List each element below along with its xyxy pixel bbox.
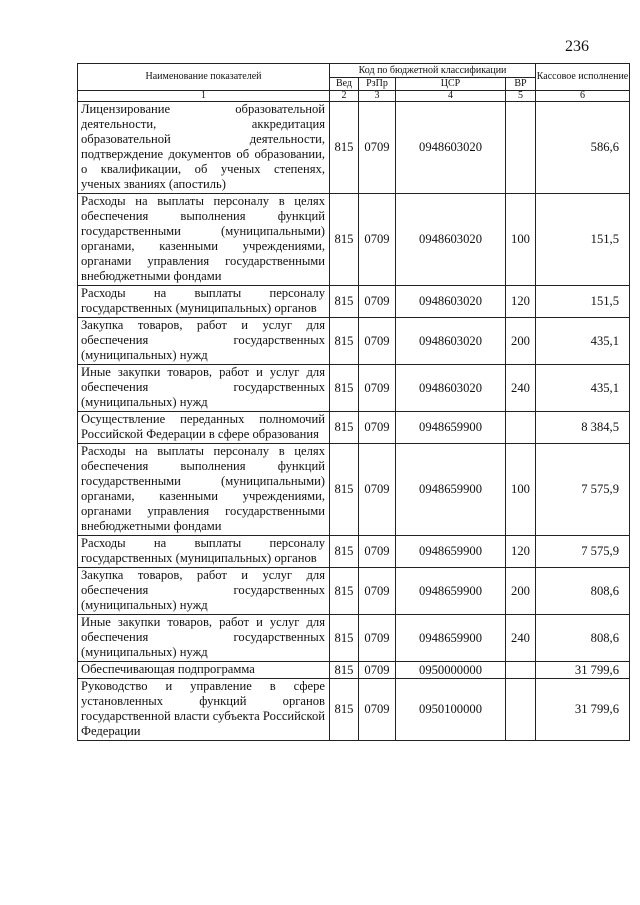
row-name: Лицензирование образовательной деятельности, аккредитация образовательной деятельности, подтверждение документов об образовании, о квалификации, об ученых степенях, ученых званиях (апостиль) — [78, 102, 330, 194]
row-ved: 815 — [330, 568, 359, 615]
budget-table — [77, 63, 630, 741]
row-csr: 0948603020 — [396, 365, 506, 412]
row-rzpr: 0709 — [359, 536, 396, 568]
row-ved: 815 — [330, 102, 359, 194]
row-ved: 815 — [330, 615, 359, 662]
row-vr: 120 — [506, 286, 536, 318]
table-row — [78, 679, 630, 741]
row-vr — [506, 662, 536, 679]
table-row — [78, 568, 630, 615]
header-vr: ВР — [506, 78, 536, 91]
row-ved: 815 — [330, 536, 359, 568]
row-rzpr: 0709 — [359, 318, 396, 365]
row-name: Расходы на выплаты персоналу в целях обеспечения выполнения функций государственными (муниципальными) органами, казенными учреждениями, органами управления государственными внебюджетными фондами — [78, 194, 330, 286]
row-vr: 120 — [506, 536, 536, 568]
row-name: Иные закупки товаров, работ и услуг для обеспечения государственных (муниципальных) нужд — [78, 615, 330, 662]
row-amount: 31 799,6 — [536, 679, 630, 741]
row-name: Расходы на выплаты персоналу государственных (муниципальных) органов — [78, 286, 330, 318]
row-vr: 200 — [506, 318, 536, 365]
row-name: Иные закупки товаров, работ и услуг для обеспечения государственных (муниципальных) нужд — [78, 365, 330, 412]
row-csr: 0948603020 — [396, 194, 506, 286]
row-rzpr: 0709 — [359, 102, 396, 194]
row-rzpr: 0709 — [359, 679, 396, 741]
row-amount: 435,1 — [536, 365, 630, 412]
row-amount: 586,6 — [536, 102, 630, 194]
col-number: 1 — [78, 91, 330, 102]
row-amount: 151,5 — [536, 286, 630, 318]
row-amount: 808,6 — [536, 568, 630, 615]
row-vr — [506, 679, 536, 741]
row-csr: 0948603020 — [396, 318, 506, 365]
row-vr: 200 — [506, 568, 536, 615]
header-rzpr: РзПр — [359, 78, 396, 91]
col-number: 5 — [506, 91, 536, 102]
row-name: Закупка товаров, работ и услуг для обеспечения государственных (муниципальных) нужд — [78, 318, 330, 365]
table-row — [78, 536, 630, 568]
row-csr: 0950100000 — [396, 679, 506, 741]
row-rzpr: 0709 — [359, 444, 396, 536]
header-execution: Кассовое исполнение — [536, 64, 630, 91]
row-csr: 0948659900 — [396, 412, 506, 444]
column-numbers-row — [78, 91, 630, 102]
header-name: Наименование показателей — [78, 64, 330, 91]
col-number: 4 — [396, 91, 506, 102]
table-row — [78, 615, 630, 662]
row-csr: 0948659900 — [396, 444, 506, 536]
row-ved: 815 — [330, 679, 359, 741]
page-number: 236 — [565, 38, 589, 55]
table-row — [78, 286, 630, 318]
row-csr: 0948603020 — [396, 286, 506, 318]
col-number: 2 — [330, 91, 359, 102]
table-row — [78, 365, 630, 412]
row-name: Расходы на выплаты персоналу в целях обеспечения выполнения функций государственными (муниципальными) органами, казенными учреждениями, органами управления государственными внебюджетными фондами — [78, 444, 330, 536]
header-csr: ЦСР — [396, 78, 506, 91]
row-amount: 7 575,9 — [536, 536, 630, 568]
row-ved: 815 — [330, 412, 359, 444]
row-amount: 7 575,9 — [536, 444, 630, 536]
row-vr — [506, 412, 536, 444]
row-vr: 100 — [506, 194, 536, 286]
row-name: Осуществление переданных полномочий Российской Федерации в сфере образования — [78, 412, 330, 444]
row-ved: 815 — [330, 318, 359, 365]
row-ved: 815 — [330, 286, 359, 318]
row-rzpr: 0709 — [359, 568, 396, 615]
row-amount: 435,1 — [536, 318, 630, 365]
table-row — [78, 194, 630, 286]
row-vr — [506, 102, 536, 194]
row-csr: 0948603020 — [396, 102, 506, 194]
row-ved: 815 — [330, 194, 359, 286]
table-row — [78, 318, 630, 365]
row-vr: 100 — [506, 444, 536, 536]
row-rzpr: 0709 — [359, 286, 396, 318]
row-vr: 240 — [506, 365, 536, 412]
table-row — [78, 662, 630, 679]
col-number: 6 — [536, 91, 630, 102]
row-name: Руководство и управление в сфере установленных функций органов государственной власти субъекта Российской Федерации — [78, 679, 330, 741]
row-csr: 0948659900 — [396, 568, 506, 615]
row-amount: 8 384,5 — [536, 412, 630, 444]
row-csr: 0948659900 — [396, 615, 506, 662]
header-ved: Вед — [330, 78, 359, 91]
table-row — [78, 412, 630, 444]
table-row — [78, 102, 630, 194]
row-rzpr: 0709 — [359, 412, 396, 444]
table-row — [78, 444, 630, 536]
col-number: 3 — [359, 91, 396, 102]
row-rzpr: 0709 — [359, 194, 396, 286]
row-name: Расходы на выплаты персоналу государственных (муниципальных) органов — [78, 536, 330, 568]
row-csr: 0948659900 — [396, 536, 506, 568]
row-csr: 0950000000 — [396, 662, 506, 679]
header-code-group: Код по бюджетной классификации — [330, 64, 536, 78]
row-amount: 808,6 — [536, 615, 630, 662]
row-name: Закупка товаров, работ и услуг для обеспечения государственных (муниципальных) нужд — [78, 568, 330, 615]
row-ved: 815 — [330, 662, 359, 679]
row-name: Обеспечивающая подпрограмма — [78, 662, 330, 679]
row-ved: 815 — [330, 365, 359, 412]
row-ved: 815 — [330, 444, 359, 536]
row-rzpr: 0709 — [359, 615, 396, 662]
row-amount: 151,5 — [536, 194, 630, 286]
row-amount: 31 799,6 — [536, 662, 630, 679]
row-vr: 240 — [506, 615, 536, 662]
row-rzpr: 0709 — [359, 365, 396, 412]
row-rzpr: 0709 — [359, 662, 396, 679]
